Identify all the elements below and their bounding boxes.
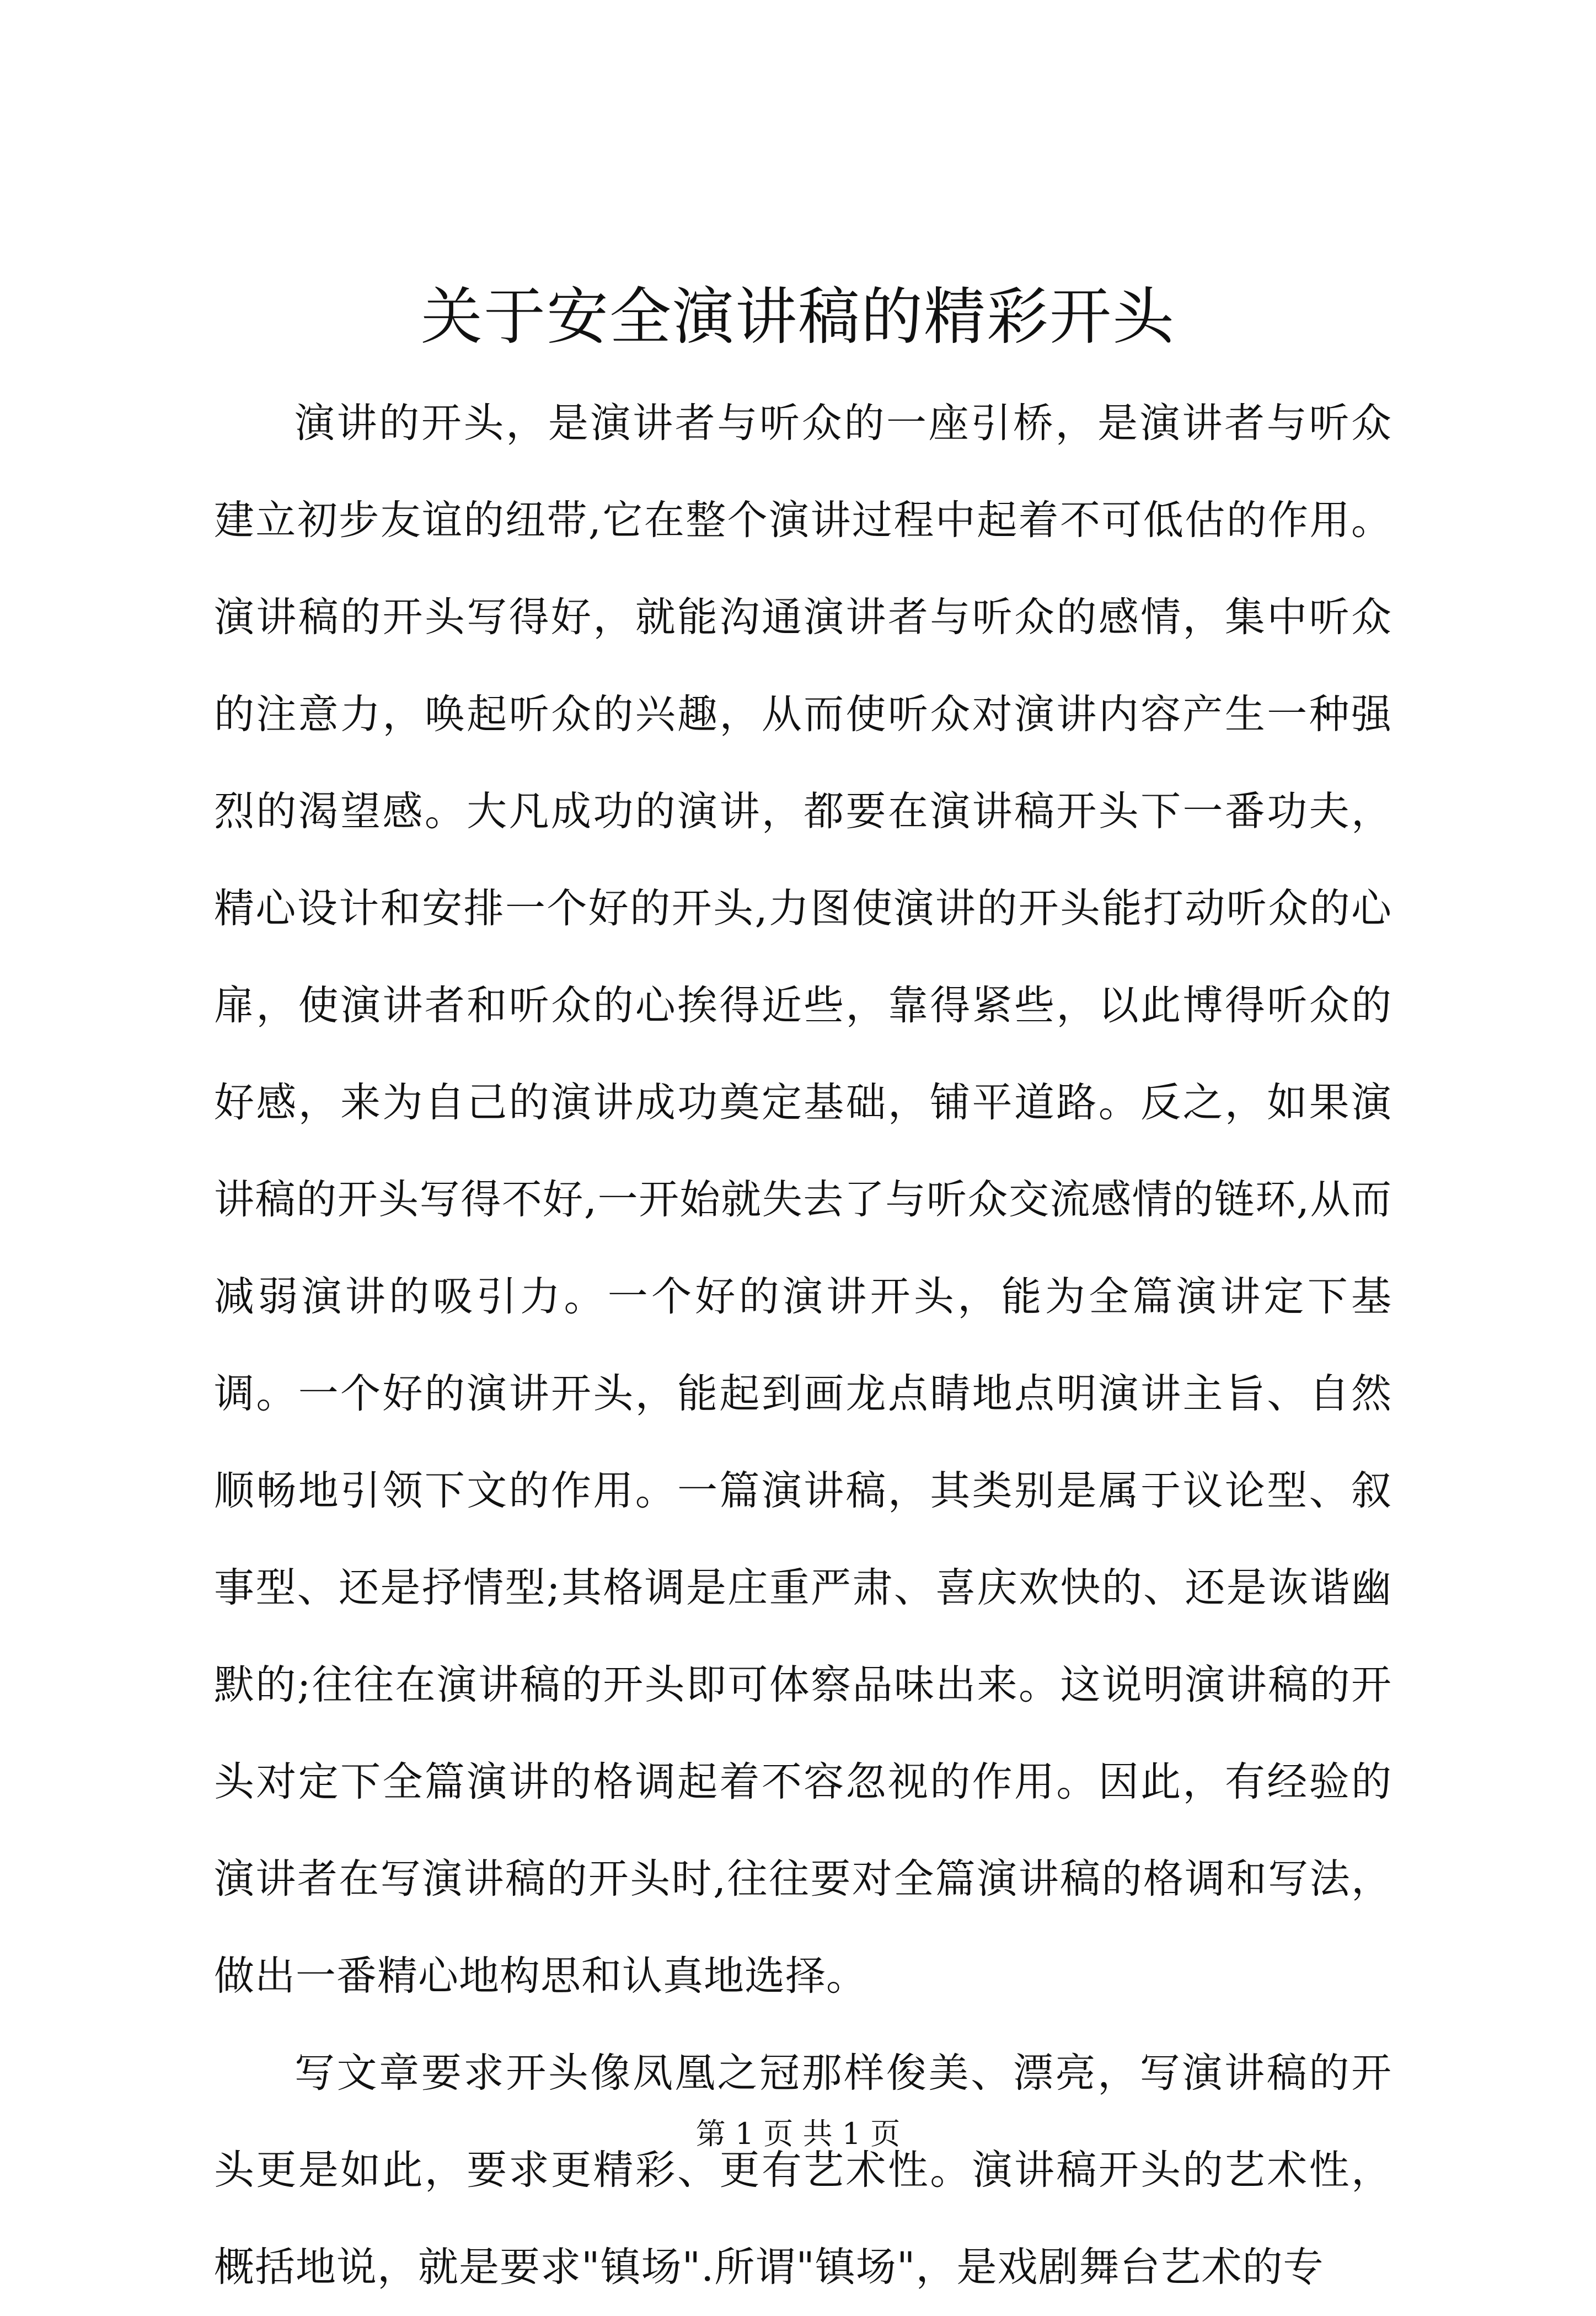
body-paragraph-2: 写文章要求开头像凤凰之冠那样俊美、漂亮，写演讲稿的开头更是如此，要求更精彩、更有艺术性。演讲稿开头的艺术性，概括地说，就是要求"镇场".所谓"镇场"，是戏剧舞台艺术的专 (214, 2050, 1392, 2291)
document-title: 关于安全演讲稿的精彩开头 (421, 281, 1175, 353)
page-footer: 第 1 页 共 1 页 (695, 2116, 901, 2151)
body-paragraph-1: 演讲的开头，是演讲者与听众的一座引桥，是演讲者与听众建立初步友谊的纽带,它在整个演讲过程中起着不可低估的作用。演讲稿的开头写得好，就能沟通演讲者与听众的感情，集中听众的注意力，唤起听众的兴趣，从而使听众对演讲内容产生一种强烈的渴望感。大凡成功的演讲，都要在演讲稿开头下一番功夫，精心设计和安排一个好的开头,力图使演讲的开头能打动听众的心扉，使演讲者和听众的心挨得近些，靠得紧些，以此博得听众的好感，来为自己的演讲成功奠定基础，铺平道路。反之，如果演讲稿的开头写得不好,一开始就失去了与听众交流感情的链环,从而减弱演讲的吸引力。一个好的演讲开头，能为全篇演讲定下基调。一个好的演讲开头，能起到画龙点睛地点明演讲主旨、自然顺畅地引领下文的作用。一篇演讲稿，其类别是属于议论型、叙事型、还是抒情型;其格调是庄重严肃、喜庆欢快的、还是诙谐幽默的;往往在演讲稿的开头即可体察品味出来。这说明演讲稿的开头对定下全篇演讲的格调起着不容忽视的作用。因此，有经验的演讲者在写演讲稿的开头时,往往要对全篇演讲稿的格调和写法，做出一番精心地构思和认真地选择。 (214, 400, 1392, 1999)
document-body (214, 375, 1392, 2316)
